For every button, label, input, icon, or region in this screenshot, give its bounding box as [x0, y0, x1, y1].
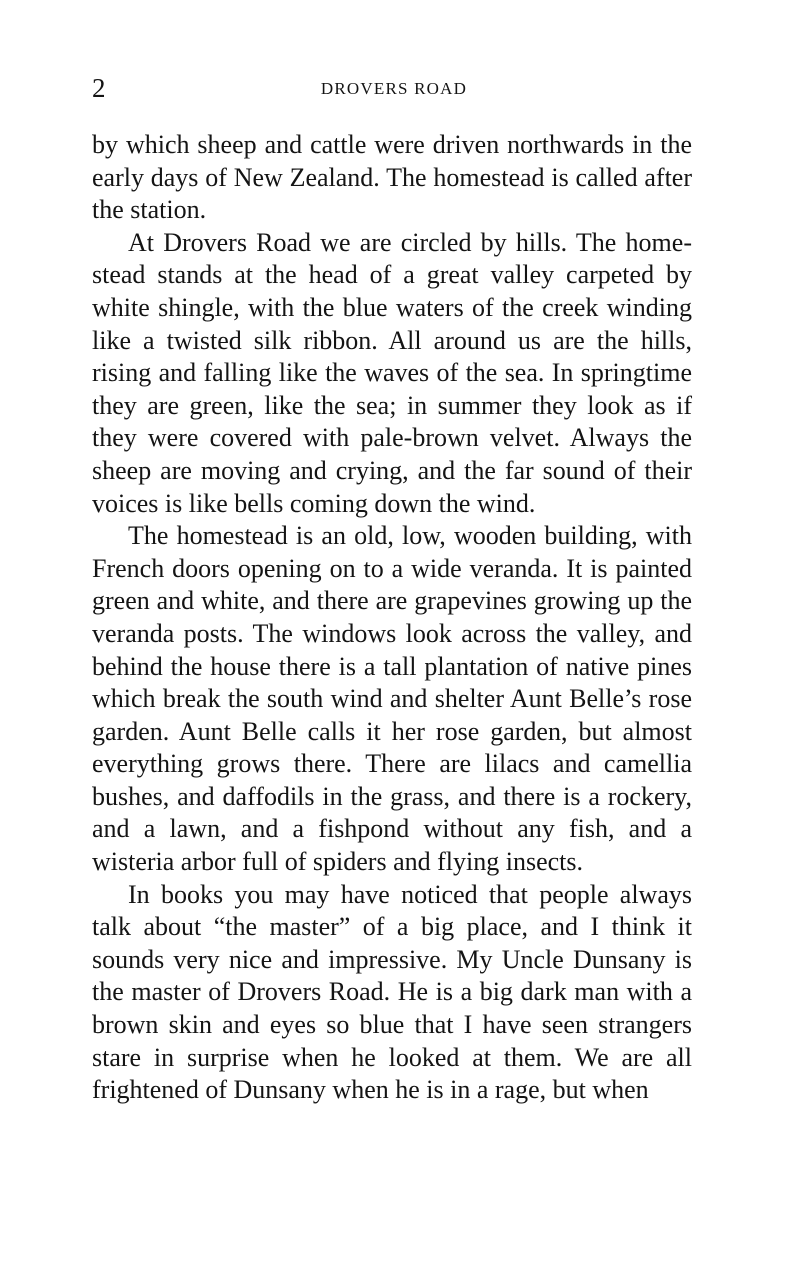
paragraph: The homestead is an old, low, wooden building, with French doors opening on to a wide veranda. It is painted green and white, and there are grapevines growing up the veranda posts. The windows look across the valley, and behind the house there is a tall plantation of native pines which break the south wind and shelter Aunt Belle’s rose garden. Aunt Belle calls it her rose garden, but almost everything grows there. There are lilacs and camellia bushes, and daffodils in the grass, and there is a rockery, and a lawn, and a fishpond without any fish, and a wisteria arbor full of spiders and flying insects. [92, 521, 692, 877]
page-number: 2 [92, 73, 106, 103]
paragraph: In books you may have noticed that people always talk about “the master” of a big place, and I think it sounds very nice and impressive. My Uncle Dunsany is the master of Drovers Road. He is a big dark man with a brown skin and eyes so blue that I have seen strangers stare in surprise when he looked at them. We are all frightened of Dunsany when he is in a rage, but when [92, 879, 692, 1105]
body-text [92, 129, 692, 1107]
paragraph-continued: by which sheep and cattle were driven northwards in the early days of New Zealand. The homestead is called after the station. [92, 130, 692, 225]
paragraph: At Drovers Road we are circled by hills. The homestead stands at the head of a great valley carpeted by white shingle, with the blue waters of the creek winding like a twisted silk ribbon. All around us are the hills, rising and falling like the waves of the sea. In springtime they are green, like the sea; in summer they look as if they were covered with pale-brown velvet. Always the sheep are moving and crying, and the far sound of their voices is like bells coming down the wind. [92, 227, 692, 518]
page-header [92, 72, 696, 112]
running-head: DROVERS ROAD [320, 79, 468, 98]
